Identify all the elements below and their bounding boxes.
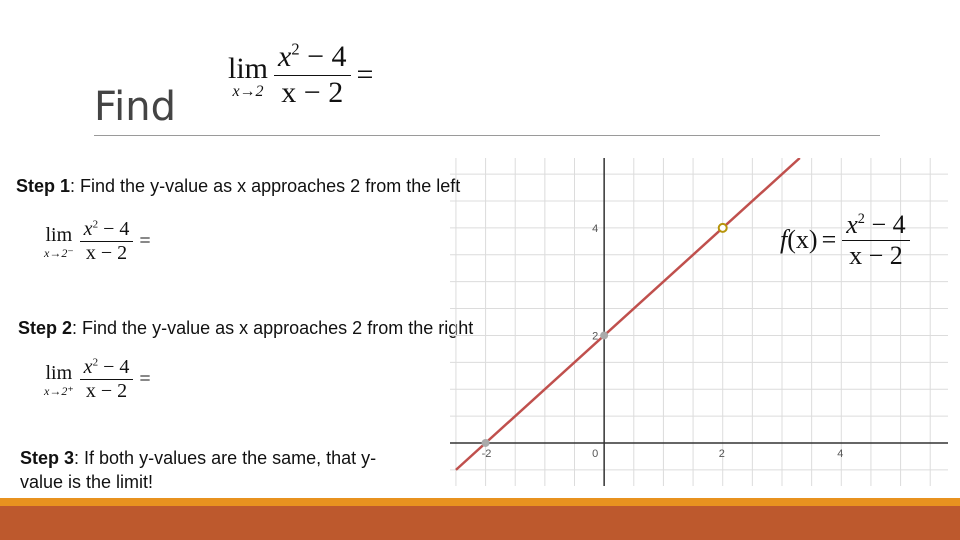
y-tick-label: 4: [592, 222, 599, 235]
lim-subscript: x→2⁻: [44, 246, 74, 260]
function-definition: [780, 210, 916, 271]
equals-sign: =: [821, 225, 837, 255]
step-2-limit: [44, 356, 151, 403]
footer-accent-band: [0, 498, 960, 506]
step-2-label: Step 2: [18, 318, 73, 338]
function-fraction: [842, 210, 909, 271]
limit-fraction: [80, 218, 134, 265]
step-1-label: Step 1: [16, 176, 71, 196]
lim-subscript: x→2: [232, 83, 264, 100]
limit-fraction: [274, 40, 351, 110]
function-name: f: [780, 225, 788, 255]
fraction-denominator: x − 2: [85, 380, 128, 402]
slide-title: Find: [94, 84, 176, 130]
step-3-text: Step 3: If both y-values are the same, that y-value is the limit!: [20, 448, 377, 492]
lim-operator: lim x→2⁻: [44, 224, 74, 260]
fraction-numerator: $x^2 - 4$: [80, 356, 134, 380]
lim-operator: lim x→2⁺: [44, 362, 74, 398]
fraction-numerator: $x^2 - 4$: [80, 218, 134, 242]
footer-bar: [0, 506, 960, 540]
x-tick-label: 2: [718, 447, 725, 460]
x-tick-label: 4: [837, 447, 844, 460]
x-tick-label: -2: [481, 447, 492, 460]
hole-marker: [719, 224, 727, 232]
function-line: [456, 158, 800, 470]
step-1-limit: [44, 218, 151, 265]
step-2-text: Step 2: Find the y-value as x approaches 2 from the right: [18, 318, 474, 338]
function-graph: [440, 158, 952, 488]
equals-sign: =: [356, 58, 374, 91]
y-tick-label: 2: [592, 330, 599, 343]
fraction-numerator: $x^2 - 4$: [842, 210, 909, 241]
function-argument: (x): [787, 225, 818, 255]
fraction-denominator: x − 2: [849, 240, 903, 270]
step-3-label: Step 3: [20, 448, 75, 468]
intercept-point: [482, 439, 490, 447]
lim-operator: lim x→2: [228, 52, 269, 100]
main-limit-expression: [228, 40, 373, 110]
fraction-numerator: $x^2 - 4$: [274, 40, 351, 76]
fraction-denominator: x − 2: [85, 242, 128, 264]
lim-subscript: x→2⁺: [44, 384, 74, 398]
title-divider: [94, 135, 880, 136]
limit-fraction: [80, 356, 134, 403]
equals-sign: =: [139, 230, 151, 252]
intercept-point: [600, 331, 608, 339]
step-1-text: Step 1: Find the y-value as x approaches 2 from the left: [16, 176, 461, 196]
equals-sign: =: [139, 368, 151, 390]
x-tick-label: 0: [592, 447, 599, 460]
fraction-denominator: x − 2: [281, 75, 344, 109]
